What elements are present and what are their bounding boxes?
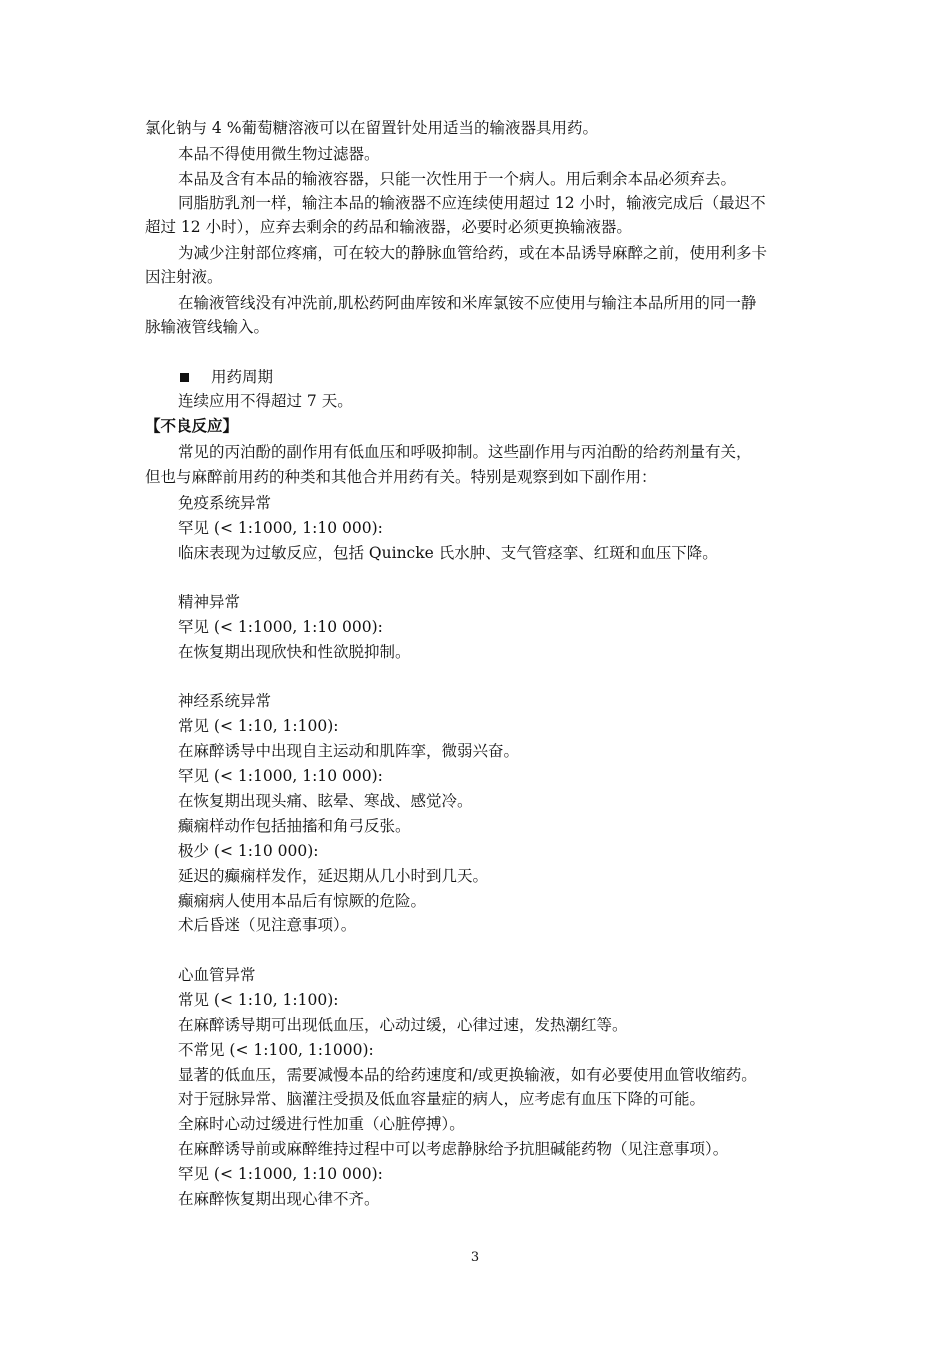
- paragraph-line: 为减少注射部位疼痛，可在较大的静脉血管给药，或在本品诱导麻醉之前，使用利多卡: [178, 244, 768, 262]
- paragraph-line: 氯化钠与 4 %葡萄糖溶液可以在留置针处用适当的输液器具用药。: [145, 119, 598, 137]
- frequency-line: 常见 (< 1:10, 1:100):: [178, 991, 339, 1009]
- paragraph-line: 但也与麻醉前用药的种类和其他合并用药有关。特别是观察到如下副作用：: [145, 468, 657, 486]
- paragraph-line: 术后昏迷（见注意事项）。: [178, 916, 357, 934]
- section-title: 【不良反应】: [145, 416, 239, 435]
- subsection-heading: 心血管异常: [178, 966, 256, 984]
- frequency-line: 不常见 (< 1:100, 1:1000):: [178, 1041, 374, 1059]
- paragraph-line: 在恢复期出现头痛、眩晕、寒战、感觉冷。: [178, 792, 473, 810]
- square-bullet-icon: [180, 373, 189, 382]
- subsection-heading: 精神异常: [178, 593, 241, 611]
- frequency-line: 罕见 (< 1:1000, 1:10 000):: [178, 1165, 383, 1183]
- paragraph-line: 在麻醉诱导中出现自主运动和肌阵挛，微弱兴奋。: [178, 742, 520, 760]
- paragraph-line: 因注射液。: [145, 268, 223, 286]
- frequency-line: 罕见 (< 1:1000, 1:10 000):: [178, 519, 383, 537]
- paragraph-line: 本品不得使用微生物过滤器。: [178, 145, 380, 163]
- paragraph-line: 常见的丙泊酚的副作用有低血压和呼吸抑制。这些副作用与丙泊酚的给药剂量有关，: [178, 443, 752, 461]
- subsection-heading: 免疫系统异常: [178, 494, 272, 512]
- paragraph-line: 同脂肪乳剂一样，输注本品的输液器不应连续使用超过 12 小时，输液完成后（最迟不: [178, 194, 766, 212]
- frequency-line: 罕见 (< 1:1000, 1:10 000):: [178, 767, 383, 785]
- frequency-line: 常见 (< 1:10, 1:100):: [178, 717, 339, 735]
- paragraph-line: 在麻醉恢复期出现心律不齐。: [178, 1190, 380, 1208]
- section-heading: 用药周期: [211, 368, 274, 386]
- paragraph-line: 延迟的癫痫样发作，延迟期从几小时到几天。: [178, 867, 489, 885]
- paragraph-line: 癫痫样动作包括抽搐和角弓反张。: [178, 817, 411, 835]
- paragraph-line: 在麻醉诱导前或麻醉维持过程中可以考虑静脉给予抗胆碱能药物（见注意事项）。: [178, 1140, 729, 1158]
- paragraph-line: 在恢复期出现欣快和性欲脱抑制。: [178, 643, 411, 661]
- page-number: 3: [470, 1250, 480, 1265]
- paragraph-line: 对于冠脉异常、脑灌注受损及低血容量症的病人，应考虑有血压下降的可能。: [178, 1090, 706, 1108]
- paragraph-line: 脉输液管线输入。: [145, 318, 270, 336]
- paragraph-line: 全麻时心动过缓进行性加重（心脏停搏）。: [178, 1115, 465, 1133]
- paragraph-line: 在麻醉诱导期可出现低血压，心动过缓，心律过速，发热潮红等。: [178, 1016, 628, 1034]
- subsection-heading: 神经系统异常: [178, 692, 272, 710]
- paragraph-line: 连续应用不得超过 7 天。: [178, 392, 353, 410]
- paragraph-line: 本品及含有本品的输液容器，只能一次性用于一个病人。用后剩余本品必须弃去。: [178, 170, 737, 188]
- paragraph-line: 临床表现为过敏反应，包括 Quincke 氏水肿、支气管痉挛、红斑和血压下降。: [178, 544, 718, 562]
- paragraph-line: 显著的低血压，需要减慢本品的给药速度和/或更换输液，如有必要使用血管收缩药。: [178, 1066, 757, 1084]
- paragraph-line: 癫痫病人使用本品后有惊厥的危险。: [178, 892, 427, 910]
- frequency-line: 极少 (< 1:10 000):: [178, 842, 319, 860]
- frequency-line: 罕见 (< 1:1000, 1:10 000):: [178, 618, 383, 636]
- paragraph-line: 超过 12 小时），应弃去剩余的药品和输液器，必要时必须更换输液器。: [145, 218, 632, 236]
- paragraph-line: 在输液管线没有冲洗前,肌松药阿曲库铵和米库氯铵不应使用与输注本品所用的同一静: [178, 294, 757, 312]
